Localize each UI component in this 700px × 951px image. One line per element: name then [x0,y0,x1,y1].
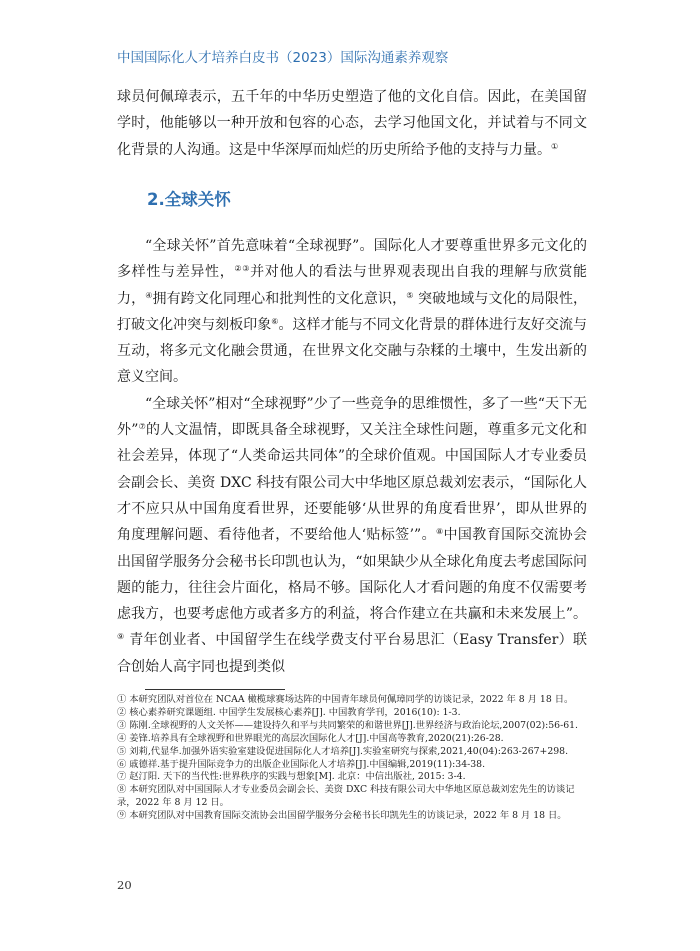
section-title: 2.全球关怀 [147,190,231,209]
footnote-7: ⑦ 赵汀阳. 天下的当代性:世界秩序的实践与想象[M]. 北京：中信出版社, 2015: 3-4. [117,771,466,783]
footnote-5: ⑤ 刘莉,代显华.加强外语实验室建设促进国际化人才培养[J].实验室研究与探索,2021,40(04):263-267+298. [117,745,569,757]
footnote-8: ⑧ 本研究团队对中国国际人才专业委员会副会长、美资 DXC 科技有限公司大中华地区原总裁刘宏先生的访谈记录，2022 年 8 月 12 日。 [117,784,575,809]
intro-text: 球员何佩璋表示，五千年的中华历史塑造了他的文化自信。因此，在美国留学时，他能够以一种开放和包容的心态，去学习他国文化，并试着与不同文化背景的人沟通。这是中华深厚而灿烂的历史所给予他的支持与力量。 [117,89,587,158]
footnote-ref-5[interactable]: ⑤ [406,290,414,300]
footnote-3: ③ 陈刚.全球视野的人文关怀——建设持久和平与共同繁荣的和谐世界[J].世界经济与政治论坛,2007(02):56-61. [117,719,579,731]
footnote-ref-4[interactable]: ④ [145,290,153,300]
para1-text-3: 拥有跨文化同理心和批判性的文化意识， [152,290,407,307]
footnote-2: ② 核心素养研究课题组. 中国学生发展核心素养[J]. 中国教育学刊，2016(10): 1-3. [117,706,461,718]
para2-text-2: 的人文温情，即既具备全球视野，又关注全球性问题，尊重多元文化和社会差异，体现了“人类命运共同体”的全球价值观。中国国际人才专业委员会副会长、美资 DXC 科技有限公司大中华地区原总裁刘宏表示，“国际化人才不应只从中国角度看世界，还要能够‘从世界的角度看世界’，即从世界的角度理解问题、看待他者，不要给他人‘贴标签’”。 [117,422,587,544]
footnote-ref-9[interactable]: ⑨ [117,632,125,642]
footnotes [117,694,587,823]
footnote-ref-6[interactable]: ⑥ [271,316,279,326]
intro-paragraph [117,84,587,163]
para1-text-2: 并对他人的看法与世界观表现出自我的理解与欣赏能力， [117,264,588,307]
page-number: 20 [117,878,132,892]
para2-text-4: 青年创业者、中国留学生在线学费支付平台易思汇（Easy Transfer）联合创始人高宇同也提到类似 [117,632,588,675]
footnote-divider [145,689,285,690]
footnote-ref-7[interactable]: ⑦ [138,422,147,432]
footnote-1: ① 本研究团队对首位在 NCAA 橄榄球赛场达阵的中国青年球员何佩璋同学的访谈记录，2022 年 8 月 18 日。 [117,694,574,705]
running-header: 中国国际化人才培养白皮书（2023）国际沟通素养观察 [117,50,449,66]
footnote-4: ④ 姜锋.培养具有全球视野和世界眼光的高层次国际化人才[J].中国高等教育,2020(21):26-28. [117,732,504,744]
para1-text-4: 突破地域与文化的局限性，打破文化冲突与刻板印象 [117,290,588,333]
para1-text-5: 。这样才能与不同文化背景的群体进行友好交流与互动，将多元文化融会贯通，在世界文化交融与杂糅的土壤中，生发出新的意义空间。 [117,316,588,386]
footnote-ref-8[interactable]: ⑧ [435,527,444,537]
paragraph-global-vision [117,233,587,391]
paragraph-global-care [117,391,587,680]
para2-text-1: “全球关怀”相对“全球视野”少了一些竞争的思维惯性，多了一些“天下无外” [117,395,587,439]
footnote-9: ⑨ 本研究团队对中国教育国际交流协会出国留学服务分会秘书长印凯先生的访谈记录，2022 年 8 月 18 日。 [117,810,567,822]
main-paragraphs [117,233,587,680]
footnote-ref-2-3[interactable]: ②③ [234,264,251,274]
footnote-ref-1[interactable]: ① [551,141,559,151]
footnote-6: ⑥ 戚德祥.基于提升国际竞争力的出版企业国际化人才培养[J].中国编辑,2019(11):34-38. [117,758,486,770]
para2-text-3: 中国教育国际交流协会出国留学服务分会秘书长印凯也认为，“如果缺少从全球化角度去考虑国际问题的能力，往往会片面化，格局不够。国际化人才看问题的角度不仅需要考虑我方，也要考虑他方或者多方的利益，将合作建立在共赢和未来发展上”。 [117,527,588,623]
para1-text-1: “全球关怀”首先意味着“全球视野”。国际化人才要尊重世界多元文化的多样性与差异性， [117,238,587,281]
